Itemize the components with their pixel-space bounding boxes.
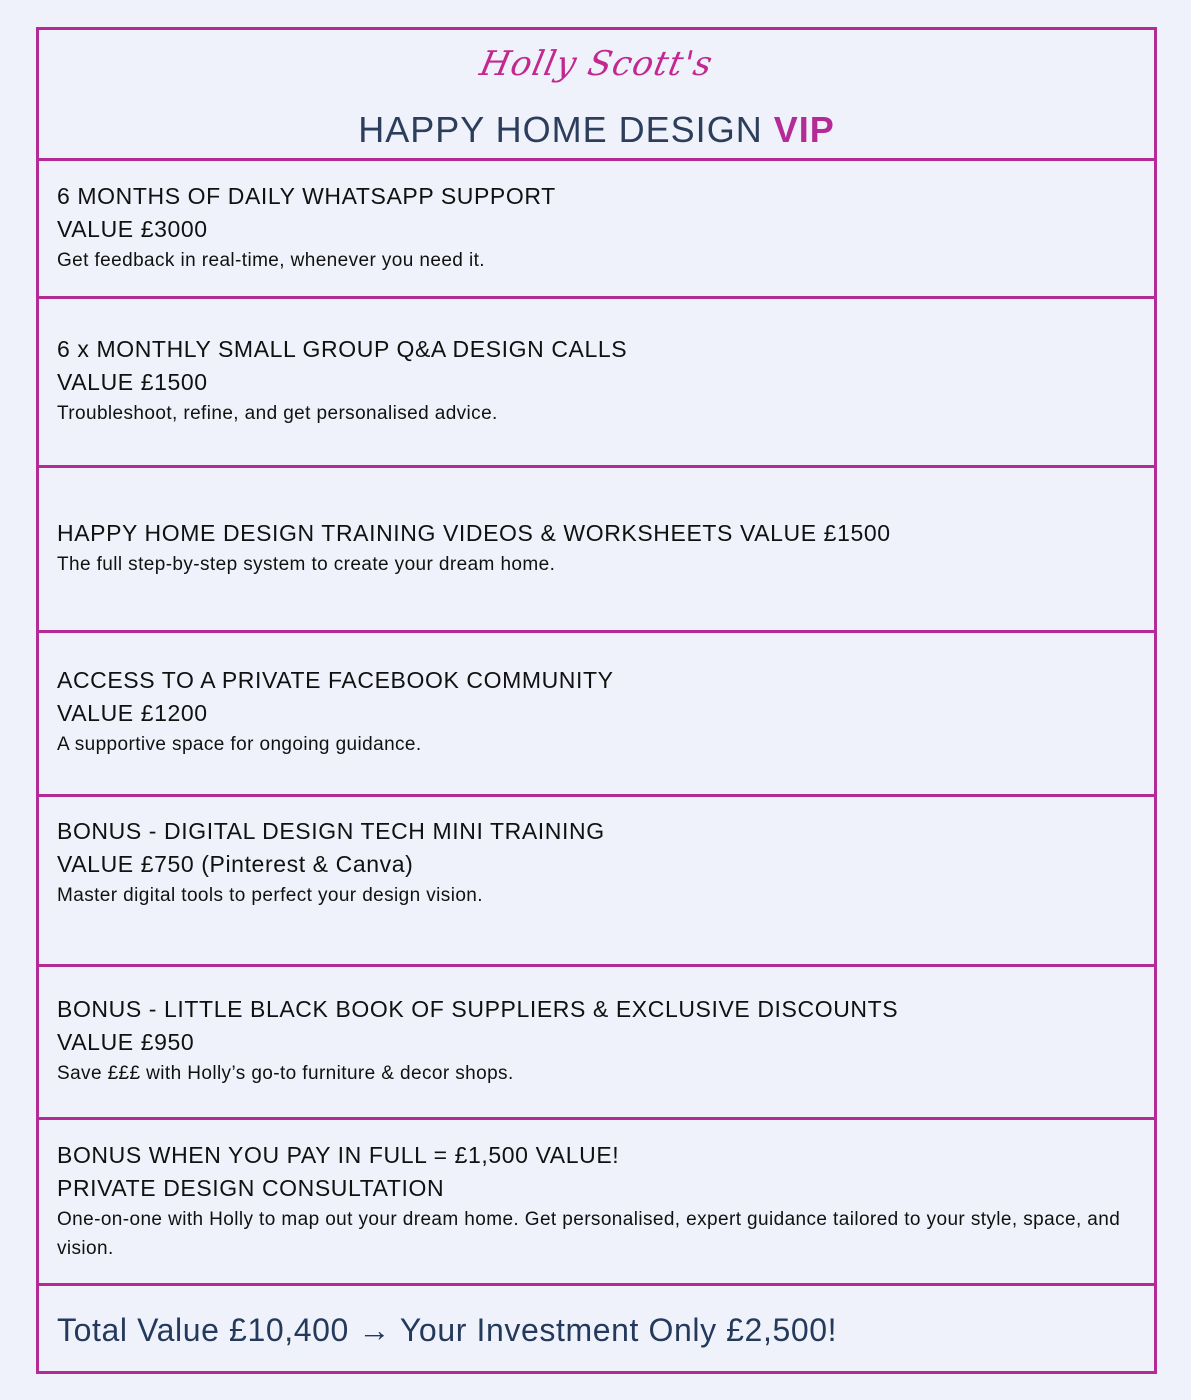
signature-logo: Holly Scott's	[476, 44, 717, 84]
item-value: VALUE £3000	[57, 216, 208, 242]
item-value: VALUE £1500	[57, 369, 208, 395]
item-description: Save £££ with Holly’s go-to furniture & decor shops.	[57, 1063, 514, 1084]
item-title: ACCESS TO A PRIVATE FACEBOOK COMMUNITY	[57, 667, 614, 693]
page-title	[39, 109, 1154, 150]
item-title: BONUS - DIGITAL DESIGN TECH MINI TRAINING	[57, 818, 605, 844]
total-value-text: Total Value £10,400 → Your Investment Only £2,500!	[57, 1312, 838, 1348]
item-training-videos	[57, 517, 1136, 579]
title-vip: VIP	[773, 109, 835, 150]
item-description: Get feedback in real-time, whenever you need it.	[57, 250, 485, 271]
item-title: BONUS - LITTLE BLACK BOOK OF SUPPLIERS & EXCLUSIVE DISCOUNTS	[57, 996, 899, 1022]
item-black-book	[57, 993, 1136, 1088]
item-facebook-community	[57, 664, 1136, 759]
item-description: Master digital tools to perfect your design vision.	[57, 885, 483, 906]
item-title: BONUS WHEN YOU PAY IN FULL = £1,500 VALUE!	[57, 1142, 620, 1168]
item-value: VALUE £950	[57, 1029, 195, 1055]
item-description: Troubleshoot, refine, and get personalised advice.	[57, 403, 498, 424]
header	[39, 30, 1154, 160]
item-consultation	[57, 1139, 1136, 1263]
item-title: 6 MONTHS OF DAILY WHATSAPP SUPPORT	[57, 183, 556, 209]
item-value: VALUE £750 (Pinterest & Canva)	[57, 851, 414, 877]
item-description: A supportive space for ongoing guidance.	[57, 734, 422, 755]
item-whatsapp-support	[57, 180, 1136, 275]
title-main: HAPPY HOME DESIGN	[358, 109, 763, 150]
item-description: One-on-one with Holly to map out your dream home. Get personalised, expert guidance tailored to your style, space, and vision.	[57, 1209, 1121, 1259]
vip-offer-table	[36, 27, 1157, 1374]
item-title: HAPPY HOME DESIGN TRAINING VIDEOS & WORKSHEETS VALUE £1500	[57, 520, 891, 546]
item-value: VALUE £1200	[57, 700, 208, 726]
item-description: The full step-by-step system to create your dream home.	[57, 554, 556, 575]
item-group-calls	[57, 333, 1136, 428]
item-title: 6 x MONTHLY SMALL GROUP Q&A DESIGN CALLS	[57, 336, 628, 362]
item-digital-training	[57, 815, 1136, 910]
item-value: PRIVATE DESIGN CONSULTATION	[57, 1175, 445, 1201]
